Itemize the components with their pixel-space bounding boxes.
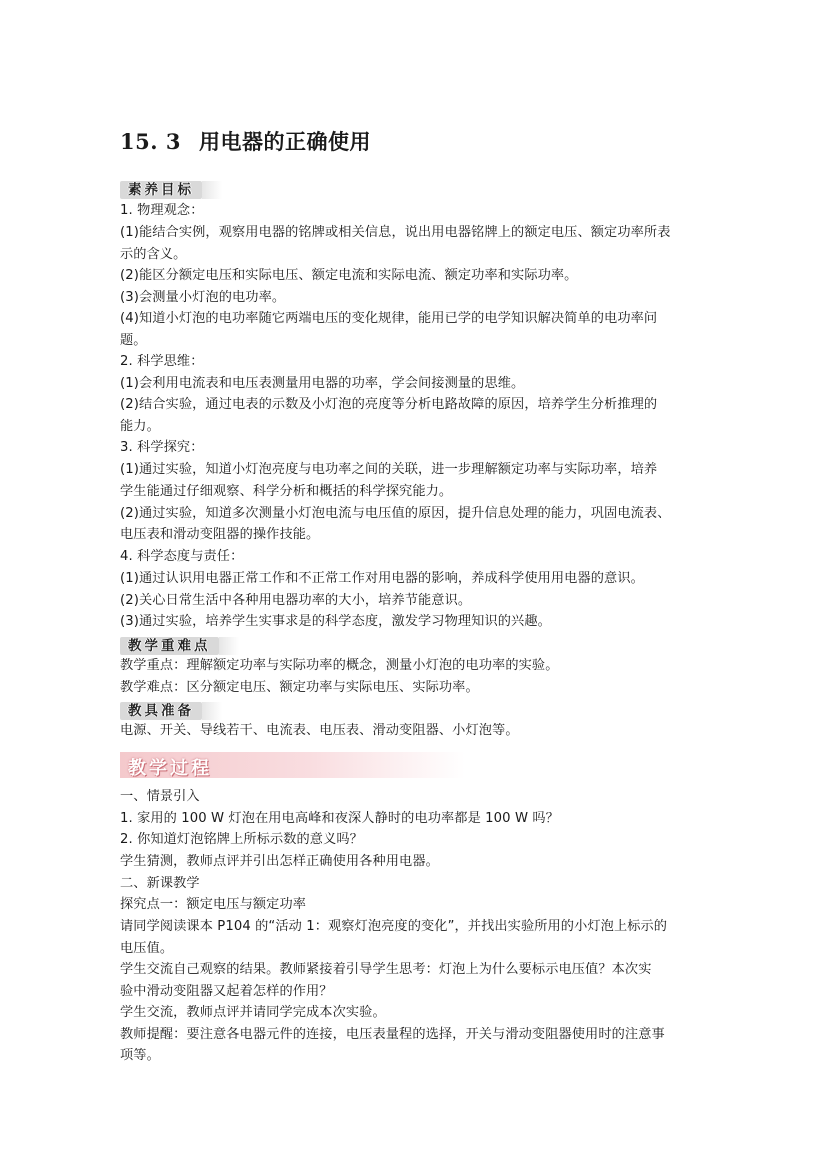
goal-line: 4. 科学态度与责任：: [120, 549, 244, 564]
process-heading: 一、情景引入: [120, 789, 200, 804]
process-line: 学生交流自己观察的结果。教师紧接着引导学生思考：灯泡上为什么要标示电压值？本次实: [120, 962, 652, 977]
goal-line: (2)能区分额定电压和实际电压、额定电流和实际电流、额定功率和实际功率。: [120, 268, 578, 283]
goal-line: (2)通过实验，知道多次测量小灯泡电流与电压值的原因，提升信息处理的能力，巩固电流表、: [120, 506, 671, 521]
process-line: 1. 家用的 100 W 灯泡在用电高峰和夜深人静时的电功率都是 100 W 吗？: [120, 811, 559, 826]
process-line: 验中滑动变阻器又起着怎样的作用？: [120, 984, 333, 999]
goal-line: 2. 科学思维：: [120, 354, 204, 369]
process-line: 电压值。: [120, 941, 174, 956]
goal-line: 示的含义。: [120, 247, 187, 262]
key-point-line: 教学重点：理解额定功率与实际功率的概念，测量小灯泡的电功率的实验。: [120, 658, 559, 673]
goal-line: 能力。: [120, 419, 160, 434]
section-title: 用电器的正确使用: [198, 129, 371, 154]
process-heading: 二、新课教学: [120, 876, 200, 891]
process-line: 项等。: [120, 1048, 160, 1063]
goal-line: (2)结合实验，通过电表的示数及小灯泡的亮度等分析电路故障的原因，培养学生分析推理的: [120, 397, 658, 412]
process-line: 请同学阅读课本 P104 的“活动 1：观察灯泡亮度的变化”，并找出实验所用的小灯泡上标示的: [120, 919, 668, 934]
goal-line: (1)通过认识用电器正常工作和不正常工作对用电器的影响，养成科学使用用电器的意识。: [120, 571, 644, 586]
page-title: [120, 126, 371, 156]
section-number: 15. 3: [120, 129, 181, 154]
goal-line: 电压表和滑动变阻器的操作技能。: [120, 527, 320, 542]
difficulty-tag: 教学重难点: [120, 636, 239, 656]
process-line: 学生交流，教师点评并请同学完成本次实验。: [120, 1005, 386, 1020]
goal-line: (1)能结合实例，观察用电器的铭牌或相关信息，说出用电器铭牌上的额定电压、额定功率所表: [120, 225, 671, 240]
process-banner: 教学过程: [120, 752, 465, 778]
materials-line: 电源、开关、导线若干、电流表、电压表、滑动变阻器、小灯泡等。: [120, 723, 519, 738]
materials-tag: 教具准备: [120, 701, 222, 721]
goal-line: (2)关心日常生活中各种用电器功率的大小，培养节能意识。: [120, 593, 472, 608]
process-line: 学生猜测，教师点评并引出怎样正确使用各种用电器。: [120, 854, 439, 869]
goal-line: 学生能通过仔细观察、科学分析和概括的科学探究能力。: [120, 484, 453, 499]
goal-line: 题。: [120, 333, 147, 348]
goal-line: 1. 物理观念：: [120, 203, 204, 218]
goal-line: (4)知道小灯泡的电功率随它两端电压的变化规律，能用已学的电学知识解决简单的电功率问: [120, 311, 658, 326]
process-line: 探究点一：额定电压与额定功率: [120, 897, 307, 912]
goal-line: (3)通过实验，培养学生实事求是的科学态度，激发学习物理知识的兴趣。: [120, 614, 551, 629]
process-line: 教师提醒：要注意各电器元件的连接，电压表量程的选择，开关与滑动变阻器使用时的注意事: [120, 1027, 665, 1042]
goal-line: (1)会利用电流表和电压表测量用电器的功率，学会间接测量的思维。: [120, 376, 525, 391]
goal-line: 3. 科学探究：: [120, 440, 204, 455]
difficult-point-line: 教学难点：区分额定电压、额定功率与实际电压、实际功率。: [120, 680, 479, 695]
goals-tag: 素养目标: [120, 180, 222, 200]
goal-line: (1)通过实验，知道小灯泡亮度与电功率之间的关联，进一步理解额定功率与实际功率，培养: [120, 462, 658, 477]
process-line: 2. 你知道灯泡铭牌上所标示数的意义吗？: [120, 832, 363, 847]
goal-line: (3)会测量小灯泡的电功率。: [120, 290, 286, 305]
